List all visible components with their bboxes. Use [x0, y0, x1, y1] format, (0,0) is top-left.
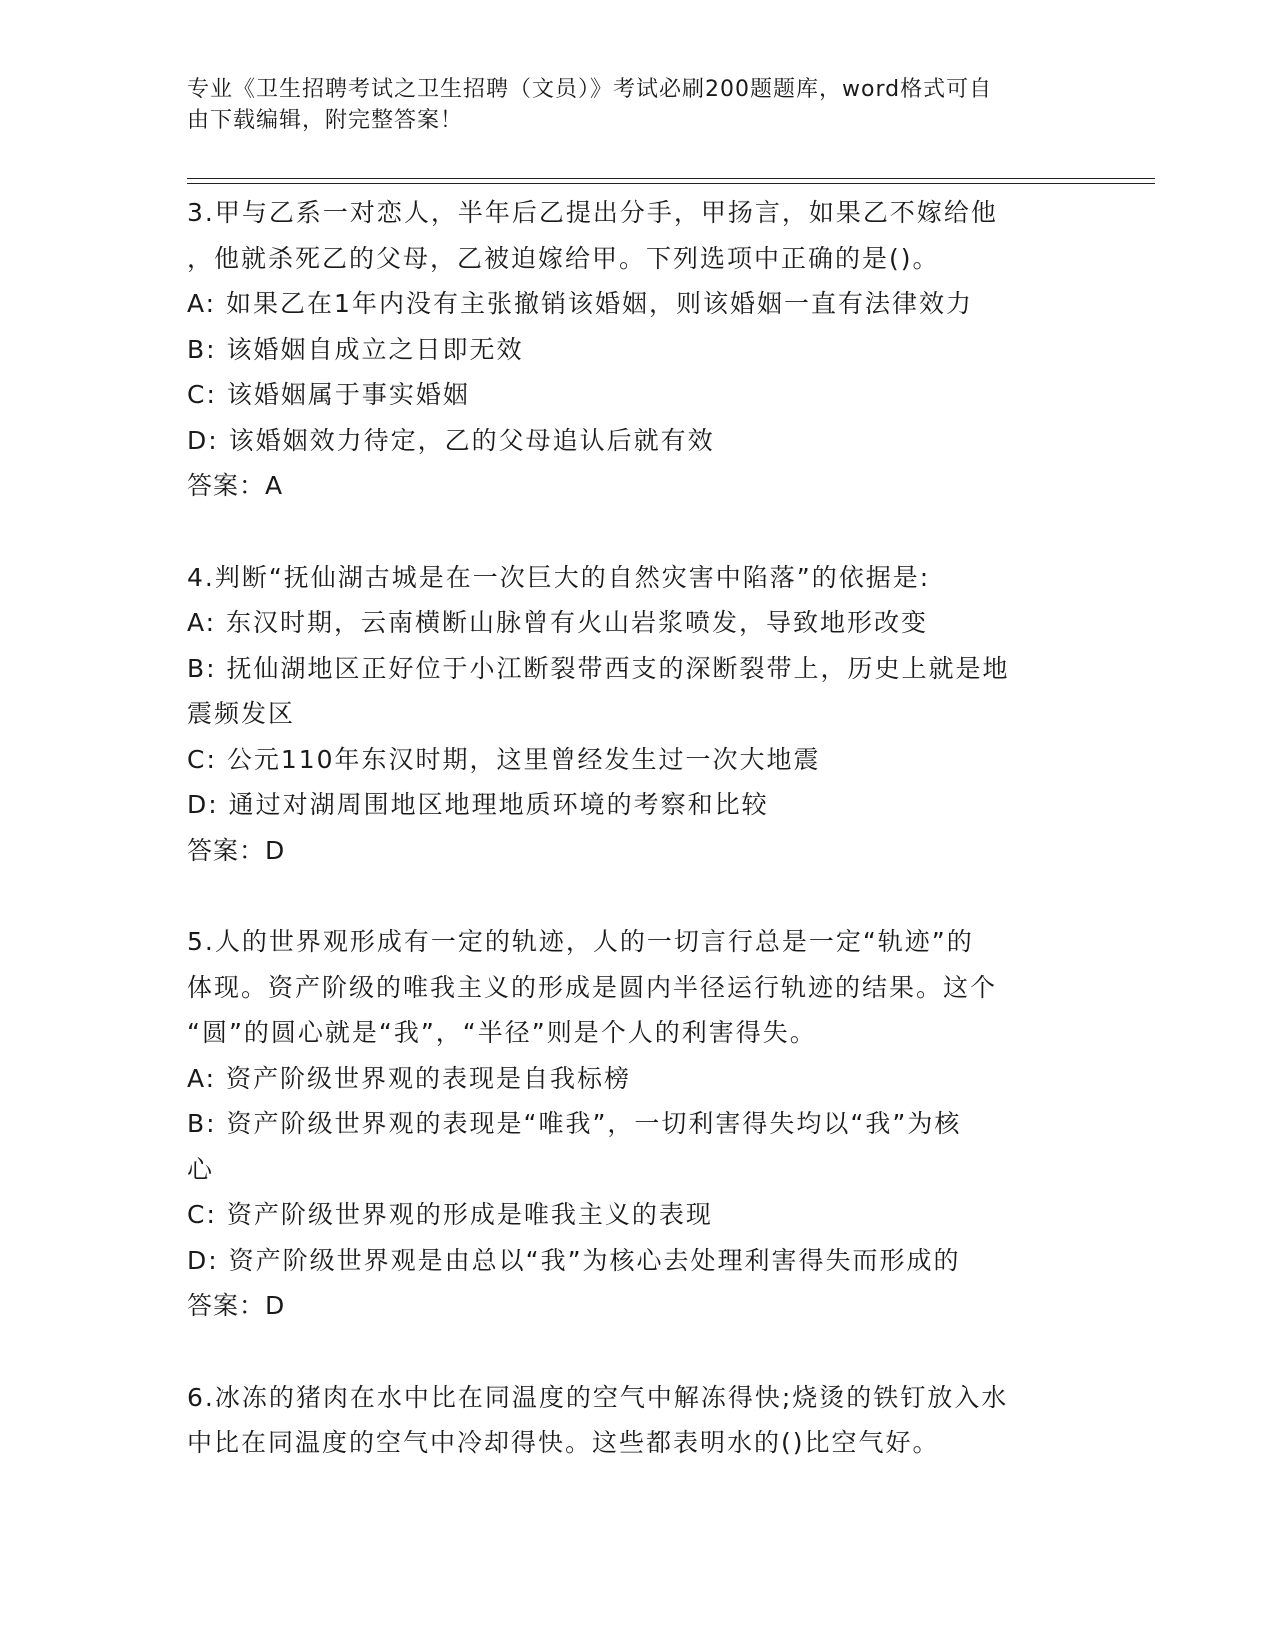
question-4	[187, 555, 1087, 874]
option-b: B: 资产阶级世界观的表现是“唯我”，一切利害得失均以“我”为核	[187, 1109, 962, 1138]
option-b: B: 抚仙湖地区正好位于小江断裂带西支的深断裂带上，历史上就是地	[187, 653, 1010, 683]
header-line-2: 由下载编辑，附完整答案！	[187, 108, 464, 133]
question-list	[187, 190, 1087, 1466]
question-stem-line: ，他就杀死乙的父母，乙被迫嫁给甲。下列选项中正确的是()。	[187, 243, 940, 273]
question-stem-line: 6.冰冻的猪肉在水中比在同温度的空气中解冻得快;烧烫的铁钉放入水	[187, 1382, 1009, 1412]
option-c: C: 资产阶级世界观的形成是唯我主义的表现	[187, 1200, 713, 1229]
option-d: D: 通过对湖周围地区地理地质环境的考察和比较	[187, 790, 769, 819]
option-c: C: 公元110年东汉时期，这里曾经发生过一次大地震	[187, 744, 821, 774]
question-stem-line: “圆”的圆心就是“我”，“半径”则是个人的利害得失。	[187, 1018, 817, 1047]
option-b-continued: 心	[187, 1154, 215, 1184]
option-a: A: 如果乙在1年内没有主张撤销该婚姻，则该婚姻一直有法律效力	[187, 289, 973, 318]
option-d: D: 资产阶级世界观是由总以“我”为核心去处理利害得失而形成的	[187, 1245, 961, 1275]
header-divider-bottom	[187, 183, 1155, 184]
question-stem-line: 体现。资产阶级的唯我主义的形成是圆内半径运行轨迹的结果。这个	[187, 972, 998, 1002]
option-a: A: 东汉时期，云南横断山脉曾有火山岩浆喷发，导致地形改变	[187, 608, 929, 637]
question-stem-line: 中比在同温度的空气中冷却得快。这些都表明水的()比空气好。	[187, 1428, 940, 1457]
header-line-1: 专业《卫生招聘考试之卫生招聘（文员）》考试必刷200题题库，word格式可自	[187, 77, 993, 102]
answer-line: 答案：D	[187, 835, 286, 865]
option-b-continued: 震频发区	[187, 699, 296, 728]
answer-line: 答案：D	[187, 1291, 286, 1320]
question-stem-line: 4.判断“抚仙湖古城是在一次巨大的自然灾害中陷落”的依据是:	[187, 562, 931, 592]
option-b: B: 该婚姻自成立之日即无效	[187, 334, 524, 364]
option-c: C: 该婚姻属于事实婚姻	[187, 380, 470, 409]
answer-line: 答案：A	[187, 471, 284, 500]
header-divider-top	[187, 178, 1155, 179]
question-stem-line: 3.甲与乙系一对恋人，半年后乙提出分手，甲扬言，如果乙不嫁给他	[187, 198, 998, 227]
question-5	[187, 919, 1087, 1329]
document-header	[187, 74, 1067, 136]
question-6	[187, 1375, 1087, 1466]
question-3	[187, 190, 1087, 509]
option-d: D: 该婚姻效力待定，乙的父母追认后就有效	[187, 425, 715, 455]
question-stem-line: 5.人的世界观形成有一定的轨迹，人的一切言行总是一定“轨迹”的	[187, 927, 974, 956]
option-a: A: 资产阶级世界观的表现是自我标榜	[187, 1063, 632, 1093]
